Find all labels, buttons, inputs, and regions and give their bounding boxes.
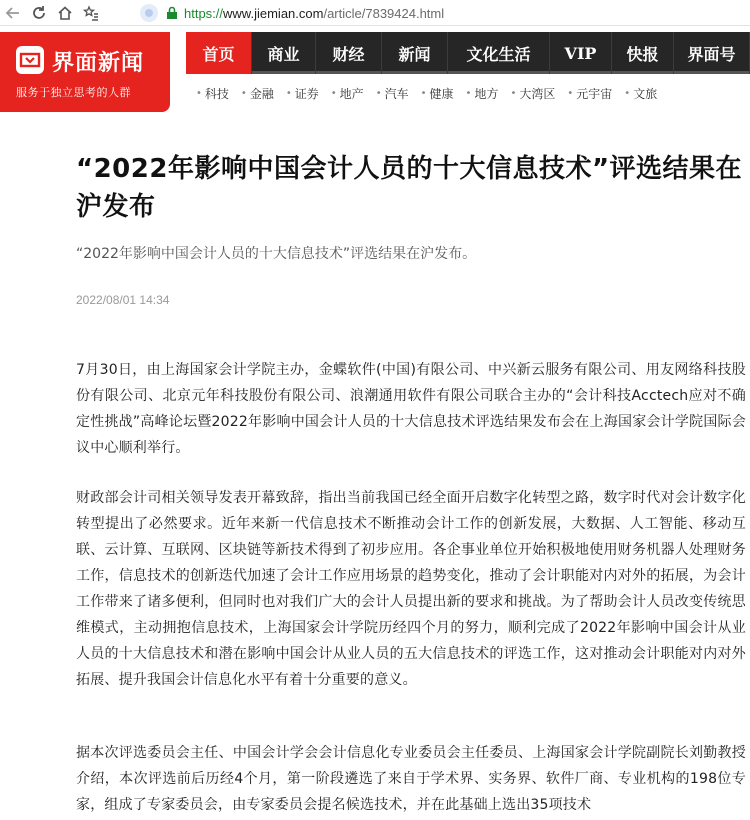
- sub-nav: [196, 78, 750, 108]
- article-date: 2022/08/01 14:34: [76, 293, 170, 307]
- bullet-icon: •: [375, 87, 382, 99]
- star-list-icon: [83, 5, 99, 21]
- url-scheme: https://: [184, 5, 224, 21]
- nav-jiemian-hao[interactable]: 界面号: [674, 32, 750, 74]
- bullet-icon: •: [420, 87, 427, 99]
- nav-culture-life[interactable]: 文化生活: [448, 32, 550, 74]
- article-paragraph: 财政部会计司相关领导发表开幕致辞，指出当前我国已经全面开启数字化转型之路，数字时代对会计数字化转型提出了必然要求。近年来新一代信息技术不断推动会计工作的创新发展，大数据、人工智能、移动互联、云计算、互联网、区块链等新技术得到了初步应用。各企事业单位开始积极地使用财务机器人处理财务工作，信息技术的创新迭代加速了会计工作应用场景的趋势变化，推动了会计职能对内对外的拓展，为会计工作带来了诸多便利，但同时也对我们广大的会计人员提出新的要求和挑战。为了帮助会计人员改变传统思维模式，主动拥抱信息技术，上海国家会计学院历经四个月的努力，顺利完成了2022年影响中国会计从业人员的十大信息技术和潜在影响中国会计从业人员的五大信息技术的评选工作，这对推动会计职能对内对外拓展、提升我国会计信息化水平有着十分重要的意义。: [76, 490, 746, 688]
- bullet-icon: •: [465, 87, 472, 99]
- sub-nav-item[interactable]: • 科技: [196, 86, 229, 101]
- bookmarks-button[interactable]: [78, 0, 104, 26]
- home-icon: [57, 5, 73, 21]
- nav-home[interactable]: 首页: [186, 32, 252, 74]
- article-paragraph: 据本次评选委员会主任、中国会计学会会计信息化专业委员会主任委员、上海国家会计学院副院长刘勤教授介绍，本次评选前后历经4个月，第一阶段遴选了来自于学术界、实务界、软件厂商、专业机构的198位专家，组成了专家委员会，由专家委员会提名候选技术，并在此基础上选出35项技术: [76, 745, 746, 813]
- browser-toolbar: [0, 0, 750, 26]
- main-nav: [186, 32, 750, 74]
- bullet-icon: •: [196, 87, 202, 99]
- bullet-icon: •: [330, 87, 337, 99]
- back-button[interactable]: [0, 0, 26, 26]
- sub-nav-item[interactable]: • 地方: [465, 86, 499, 101]
- home-button[interactable]: [52, 0, 78, 26]
- logo-name: 界面新闻: [52, 51, 145, 76]
- sub-nav-item[interactable]: • 金融: [240, 86, 274, 101]
- nav-business[interactable]: 商业: [252, 32, 316, 74]
- url-path: /article/7839424.html: [323, 5, 445, 21]
- sub-nav-item[interactable]: • 健康: [420, 86, 454, 101]
- site-info-icon[interactable]: [140, 4, 158, 22]
- bullet-icon: •: [510, 87, 517, 99]
- sub-nav-item[interactable]: • 地产: [330, 86, 364, 101]
- bullet-icon: •: [285, 87, 292, 99]
- bullet-icon: •: [567, 87, 574, 99]
- arrow-left-icon: [5, 5, 21, 21]
- nav-news[interactable]: 新闻: [382, 32, 448, 74]
- nav-vip[interactable]: VIP: [550, 32, 612, 74]
- url-host: www.jiemian.com: [223, 5, 324, 21]
- sub-nav-item[interactable]: • 文旅: [624, 86, 658, 101]
- sub-nav-item[interactable]: • 大湾区: [510, 86, 556, 101]
- article-title: “2022年影响中国会计人员的十大信息技术”评选结果在沪发布: [76, 154, 743, 222]
- article-summary: “2022年影响中国会计人员的十大信息技术”评选结果在沪发布。: [76, 246, 477, 262]
- sub-nav-item[interactable]: • 汽车: [375, 86, 409, 101]
- bullet-icon: •: [240, 87, 247, 99]
- reload-button[interactable]: [26, 0, 52, 26]
- sub-nav-item[interactable]: • 证券: [285, 86, 319, 101]
- logo-mark-icon: [16, 46, 44, 74]
- sub-nav-item[interactable]: • 元宇宙: [567, 86, 613, 101]
- article-paragraph: 7月30日，由上海国家会计学院主办，金蝶软件(中国)有限公司、中兴新云服务有限公司、用友网络科技股份有限公司、北京元年科技股份有限公司、浪潮通用软件有限公司联合主办的“会计科技Acctech应对不确定性挑战”高峰论坛暨2022年影响中国会计人员的十大信息技术评选结果发布会在上海国家会计学院国际会议中心顺利举行。: [76, 362, 746, 456]
- logo-slogan: 服务于独立思考的人群: [16, 86, 131, 99]
- nav-flash[interactable]: 快报: [612, 32, 674, 74]
- bullet-icon: •: [624, 87, 631, 99]
- nav-finance[interactable]: 财经: [316, 32, 382, 74]
- address-bar[interactable]: [140, 2, 444, 24]
- lock-icon: [166, 6, 178, 20]
- reload-icon: [31, 5, 47, 21]
- site-logo[interactable]: [0, 32, 170, 112]
